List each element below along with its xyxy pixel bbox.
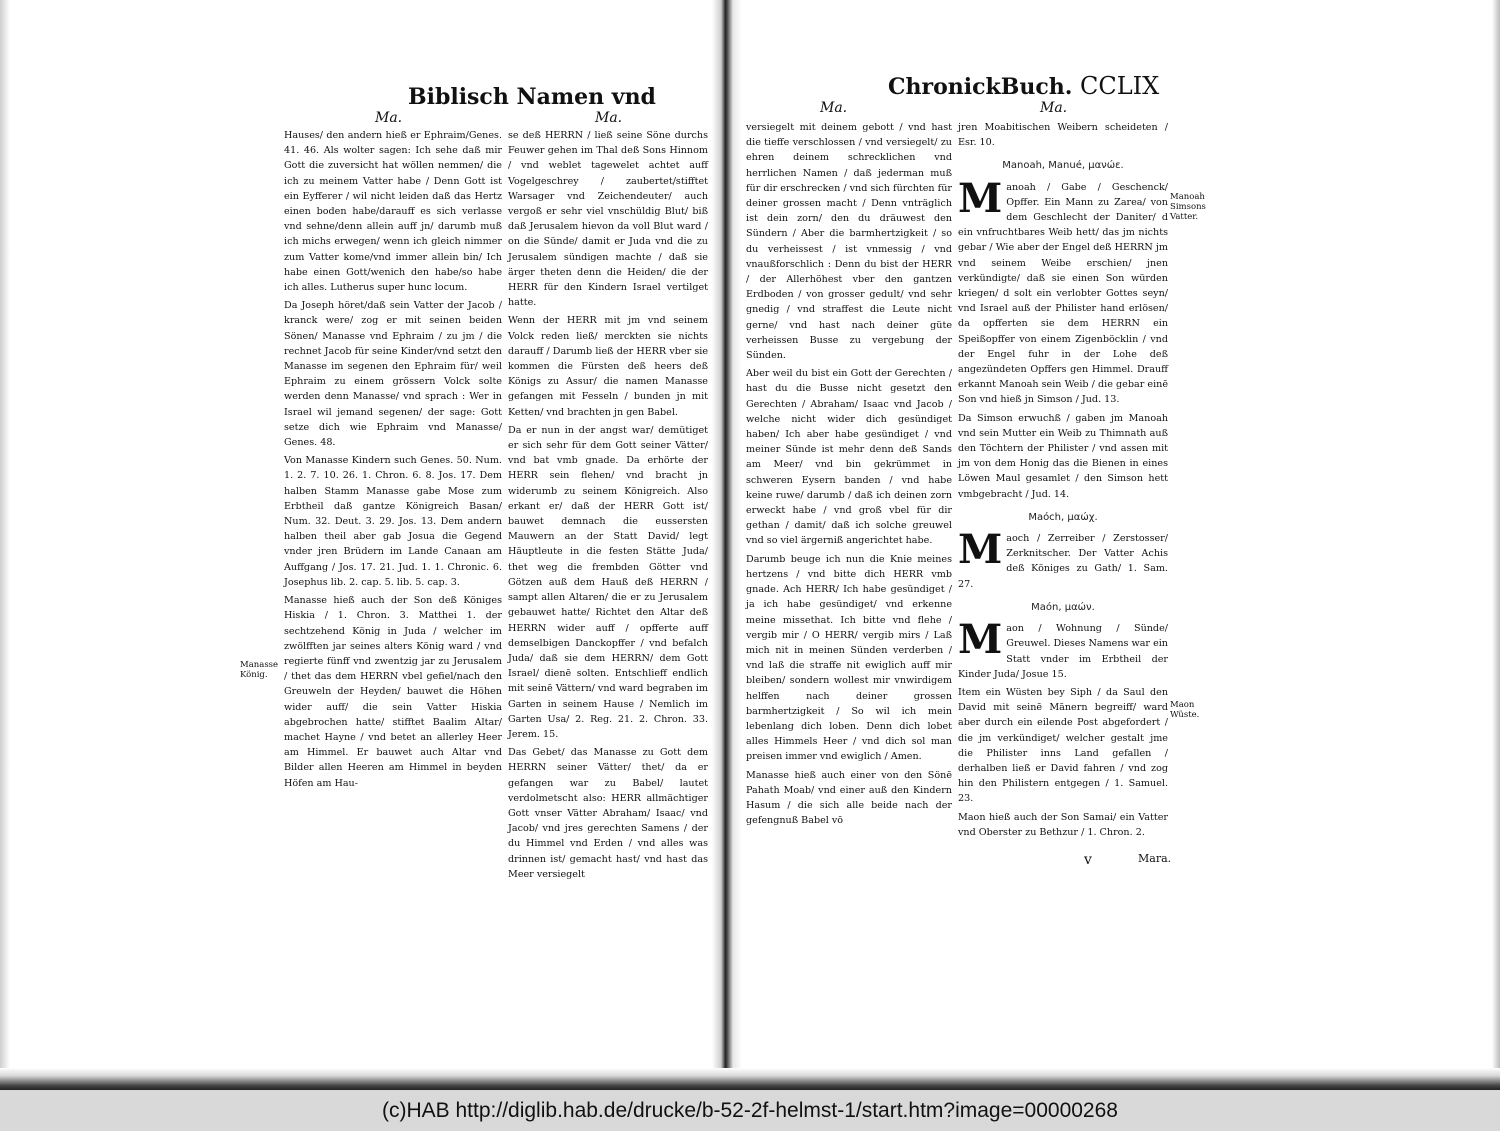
left-margin-note: Manasse König. bbox=[240, 660, 279, 680]
entry-title-manoah: Manoah, Manué, μανώε. bbox=[1002, 160, 1124, 172]
right-column-1 bbox=[746, 120, 952, 860]
left-column-2 bbox=[508, 128, 708, 878]
paragraph: versiegelt mit deinem gebott / vnd hast die tieffe verschlossen / vnd versiegelt/ zu ehren deinem schrecklichen vnd herrlichen Namen / daß jederman muß für dir erschrecken / vnd sich fürchten für deiner grossen macht / Denn vnträglich ist dein zorn/ den du dräuwest den Sündern / Aber die barmhertzigkeit / so du verheissest / ist vnmessig / vnd vnaußforschlich : Denn du bist der HERR / der Allerhöhest vber den gantzen Erdboden / von grosser gedult/ vnd sehr gnedig / vnd straffest die Leute nicht gerne/ vnd hast nach deiner güte verheissen Busse zu vergebung der Sünden. bbox=[746, 122, 952, 362]
right-running-head: ChronickBuch. bbox=[888, 74, 1073, 100]
paragraph: Darumb beuge ich nun die Knie meines hertzens / vnd bitte dich HERR vmb gnade. Ach HERR/ Ich habe gesündiget / ja ich habe gesündiget/ vnd erkenne meine missethat. Ich bitte vnd flehe / vergib mir / O HERR/ vergib mirs / Laß mich nit in meinen Sünden verderben / vnd laß die straffe nit ewiglich auff mir bleiben/ sondern wollest mir vnwirdigem helffen nach deiner grossen barmhertzigkeit / So wil ich mein lebenlang dich loben. Denn dich lobet alles Himmels Heer / vnd dich sol man preisen immer vnd ewiglich / Amen. bbox=[746, 553, 952, 763]
book-gutter bbox=[712, 0, 742, 1090]
entry-maoch: Maoch / Zerreiber / Zerstosser/ Zerknitscher. Der Vatter Achis deß Königes zu Gath/ 1. Sam. 27. bbox=[958, 526, 1168, 590]
drop-cap: M bbox=[958, 526, 1003, 574]
paragraph: Das Gebet/ das Manasse zu Gott dem HERRN seiner Vätter/ thet/ da er gefangen war zu Babel/ lautet verdolmetscht also: HERR allmächtiger Gott vnser Vätter Abraham/ Isaac/ vnd Jacob/ vnd jres gerechten Samens / der du Himmel vnd Erden / vnd alles was drinnen ist/ gemacht hast/ vnd hast das Meer versiegelt bbox=[508, 747, 708, 880]
paragraph: Von Manasse Kindern such Genes. 50. Num. 1. 2. 7. 10. 26. 1. Chron. 6. 8. Jos. 17. Dem halben Stamm Manasse gabe Mose zum Erbtheil daß gantze Königreich Basan/ Num. 32. Deut. 3. 29. Jos. 13. Dem andern halben theil aber gab Josua die Gegend vnder jren Brüdern im Lande Canaan am Auffgang / Jos. 17. 21. Jud. 1. 1. Chronic. 6. Josephus lib. 2. cap. 5. lib. 5. cap. 3. bbox=[284, 455, 502, 588]
drop-cap: M bbox=[958, 616, 1003, 664]
right-edge-shadow bbox=[1492, 0, 1500, 1090]
drop-cap: M bbox=[958, 174, 1003, 222]
paragraph: Hauses/ den andern hieß er Ephraim/Genes. 41. 46. Als wolter sagen: Ich sehe daß mir Gott die zuversicht hat wöllen nemmen/ die ich zu meinem Vatter habe / Denn Gott ist ein Eyfferer / wil nicht leiden daß das Hertz einen boden habe/darauff es sich verlasse vnd sehne/denn allein auff jn/ darumb muß ich michs erwegen/ wenn ich gleich nimmer zum Vatter kome/vnd immer allein bin/ Ich habe einen Gott/wenich den habe/so habe ich alles. Lutherus super hunc locum. bbox=[284, 130, 502, 294]
left-col2-head: Ma. bbox=[595, 110, 623, 126]
left-column-1 bbox=[284, 128, 502, 870]
left-edge-shadow bbox=[0, 0, 10, 1090]
right-col1-head: Ma. bbox=[820, 100, 848, 116]
paragraph: Da Joseph höret/daß sein Vatter der Jacob / kranck were/ zog er mit seinen beiden Sönen/ Manasse vnd Ephraim / zu jm / die rechnet Jacob für seine Kinder/vnd setzt den Manasse im segenen den Ephraim für/ weil Ephraim zu einem grössern Volck solte werden denn Manasse/ vnd sprach : Wer in Israel wil jemand segenen/ der sage: Gott setze dich wie Ephraim vnd Manasse/ Genes. 48. bbox=[284, 300, 502, 449]
paragraph: Item ein Wüsten bey Siph / da Saul den David mit seinē Mānern begreiff/ ward aber durch ein eilende Post abgefordert / die jm verkündiget/ welcher gestalt jme die Philister inns Land gefallen / derhalben ließ er David fahren / vnd zog hin den Philistern entgegen / 1. Samuel. 23. bbox=[958, 686, 1168, 805]
paragraph: Wenn der HERR mit jm vnd seinem Volck reden ließ/ merckten sie nichts darauff / Darumb ließ der HERR vber sie kommen die Fürsten deß heers deß Königs zu Assur/ die namen Manasse gefangen mit Fesseln / bunden jn mit Ketten/ vnd brachten jn gen Babel. bbox=[508, 315, 708, 418]
paragraph: Aber weil du bist ein Gott der Gerechten / hast du die Busse nicht gesetzt den Gerechten / Abraham/ Isaac vnd Jacob / welche nicht wider dich gesündiget haben/ Ich aber habe gesündiget / vnd meiner Sünde ist mehr denn deß Sands am Meer/ vnd bin gekrümmet in schweren Eysern banden / vnd habe keine ruwe/ darumb / daß ich deinen zorn erweckt habe / vnd groß vbel für dir gethan / damit/ daß ich solche greuwel vnd so viel ärgerniß angerichtet habe. bbox=[746, 368, 952, 547]
left-col1-head: Ma. bbox=[375, 110, 403, 126]
paragraph: se deß HERRN / ließ seine Söne durchs Feuwer gehen im Thal deß Sons Hinnom / vnd weblet tagewelet achtet auff Vogelgeschrey / zaubertet/stifftet Warsager vnd Zeichendeuter/ auch vergoß er sehr viel vnschüldig Blut/ biß daß Jerusalem hievon da voll Blut ward / on die Sünde/ damit er Juda vnd die zu Jerusalem sündigen machte / daß sie ärger theten denn die Heiden/ die der HERR für den Kindern Israel vertilget hatte. bbox=[508, 130, 708, 309]
right-margin-note-1: Manoah Simsons Vatter. bbox=[1170, 192, 1206, 222]
left-running-head: Biblisch Namen vnd bbox=[408, 84, 656, 110]
right-margin-note-2: Maon Wüste. bbox=[1170, 700, 1200, 720]
entry-title-maoch: Maóch, μαώχ. bbox=[1028, 511, 1098, 523]
paragraph: Manasse hieß auch einer von den Sönē Pahath Moab/ vnd einer auß den Kindern Hasum / die sich alle beide nach der gefengnuß Babel vō bbox=[746, 769, 952, 827]
paragraph: jren Moabitischen Weibern scheideten / Esr. 10. bbox=[958, 122, 1168, 149]
right-col2-head: Ma. bbox=[1040, 100, 1068, 116]
copyright-footer: (c)HAB http://diglib.hab.de/drucke/b-52-2f-helmst-1/start.htm?image=00000268 bbox=[0, 1090, 1500, 1131]
paragraph: Da er nun in der angst war/ demütiget er sich sehr für dem Gott seiner Vätter/ vnd bat vmb gnade. Da erhörte der HERR sein flehen/ vnd bracht jn widerumb zu seinem Königreich. Also erkant er/ daß der HERR Gott ist/ bauwet demnach die eussersten Mauwern an der Statt David/ legt Häuptleute in die festen Stätte Juda/ thet weg die frembden Götter vnd Götzen auß dem Hauß deß HERRN / sampt allen Altaren/ die er zu Jerusalem gebauwet hatte/ Richtet den Altar deß HERRN wider auff / opfferte auff demselbigen Danckopffer / vnd befalch Juda/ daß sie dem HERRN/ dem Gott Israel/ dienē solten. Entschlieff endlich mit seinē Vättern/ vnd ward begraben im Garten in seinem Hause / Nemlich im Garten Usa/ 2. Reg. 21. 2. Chron. 33. Jerem. 15. bbox=[508, 424, 708, 740]
paragraph: Manasse hieß auch der Son deß Königes Hiskia / 1. Chron. 3. Matthei 1. der sechtzehend König in Juda / welcher im zwölfften jar seines alters König ward / vnd regierte fünff vnd zwentzig jar zu Jerusalem / thet das dem HERRN vbel gefiel/nach den Greuweln der Heyden/ bauwet die Höhen wider auff/ die sein Vatter Hiskia abgebrochen hatte/ stifftet Baalim Altar/ machet Hayne / vnd betet an allerley Heer am Himmel. Er bauwet auch Altar vnd Bilder allen Heeren am Himmel in beyden Höfen am Hau- bbox=[284, 595, 502, 789]
bottom-edge-shadow bbox=[0, 1068, 1500, 1090]
right-column-2 bbox=[958, 120, 1168, 838]
catchword: Mara. bbox=[1138, 852, 1172, 865]
paragraph: Da Simson erwuchß / gaben jm Manoah vnd sein Mutter ein Weib zu Thimnath auß den Töchtern der Philister / vnd assen mit jm von dem Honig das die Bienen in eines Löwen Maul gesamlet / den Simson hett vmbgebracht / Jud. 14. bbox=[958, 412, 1168, 500]
entry-maon: Maon / Wohnung / Sünde/ Greuwel. Dieses Namens war ein Statt vnder im Erbtheil der Kinder Juda/ Josue 15. bbox=[958, 616, 1168, 680]
paragraph: Maon hieß auch der Son Samai/ ein Vatter vnd Oberster zu Bethzur / 1. Chron. 2. bbox=[958, 811, 1168, 838]
entry-manoah: Manoah / Gabe / Geschenck/ Opffer. Ein Mann zu Zarea/ von dem Geschlecht der Daniter/ d ein vnfruchtbares Weib hett/ das jm nichts gebar / Wie aber der Engel deß HERRN jm vnd seinem Weibe erschien/ jnen verkündigte/ daß sie einen Son würden kriegen/ d solt ein verlobter Gottes seyn/ vnd Israel auß der Philister hand erlösen/ da opfferten sie dem HERRN ein Speißopffer von einem Zigenböcklin / vnd der Engel fuhr in der Lohe deß angezündeten Opffers gen Himmel. Drauff erkannt Manoah sein Weib / die gebar einē Son vnd hieß jn Simson / Jud. 13. bbox=[958, 174, 1168, 406]
signature-mark: v bbox=[1084, 852, 1092, 868]
folio-number: CCLIX bbox=[1080, 72, 1160, 100]
entry-title-maon: Maón, μαών. bbox=[1031, 601, 1095, 613]
